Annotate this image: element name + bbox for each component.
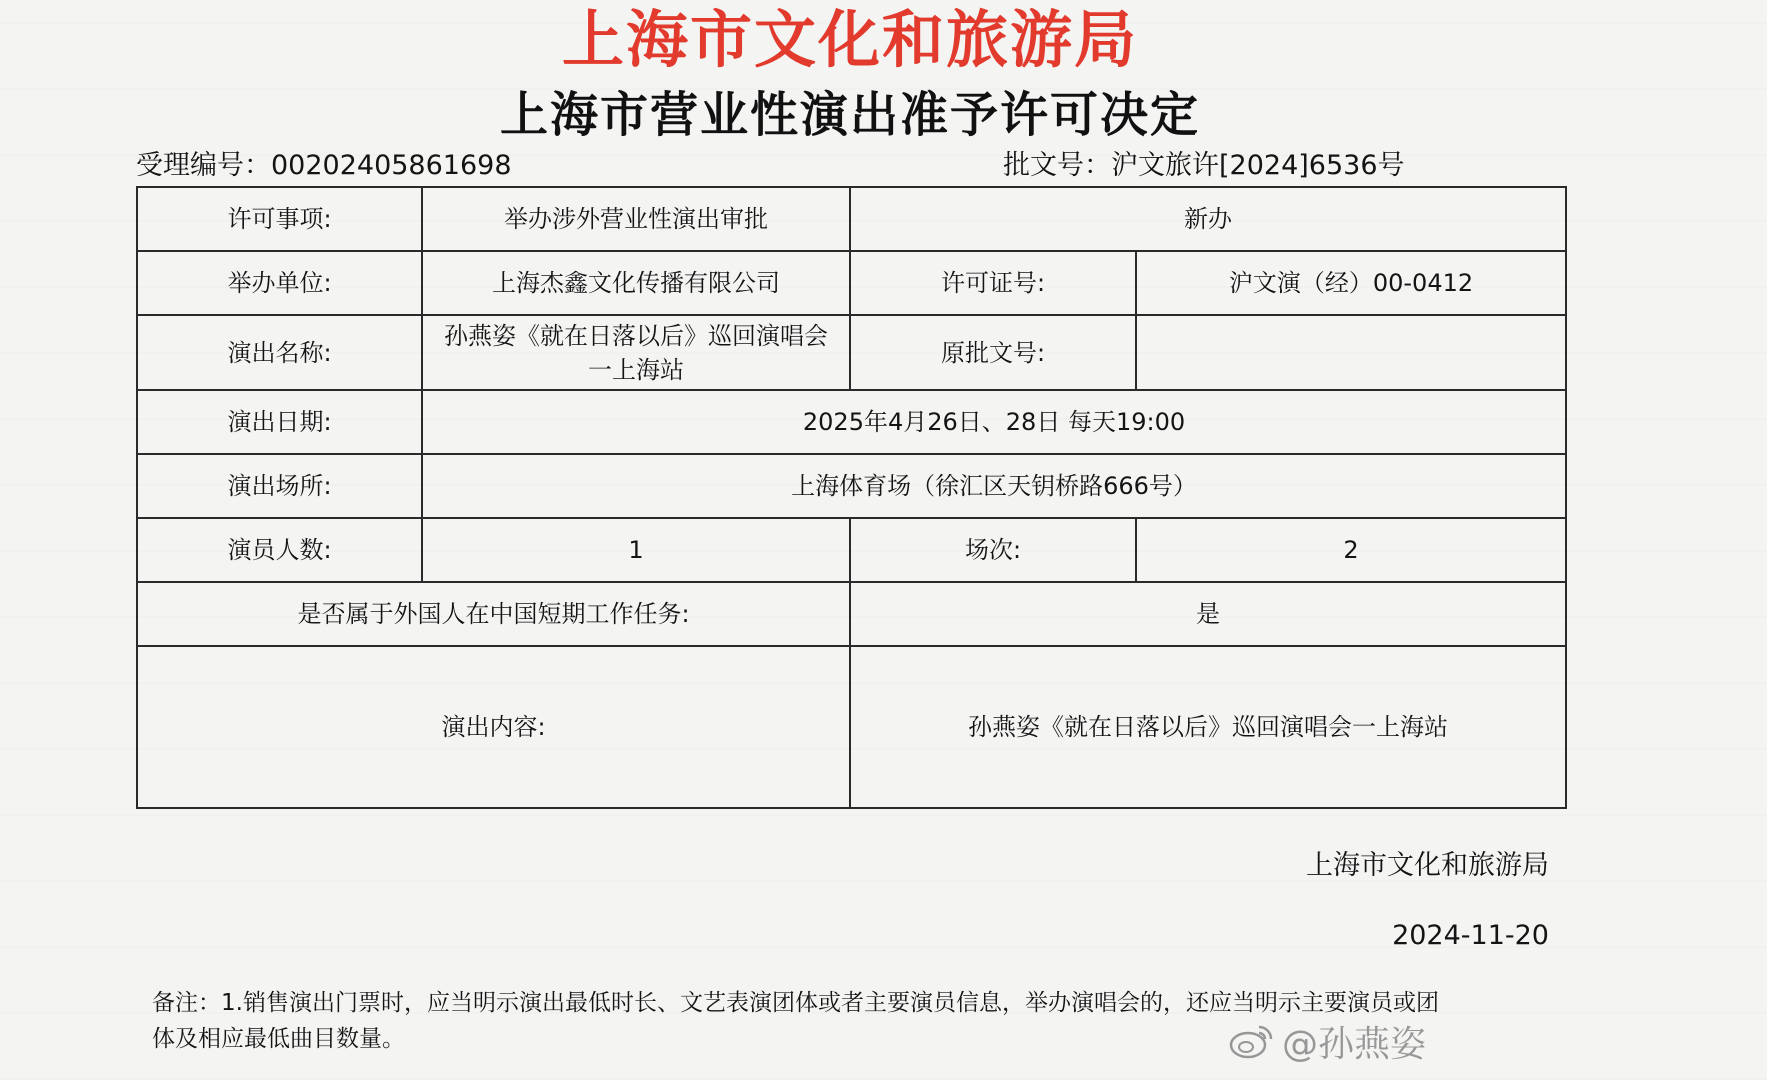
agency-title: 上海市文化和旅游局 bbox=[561, 3, 1138, 76]
weibo-icon bbox=[1228, 1021, 1274, 1061]
table-row bbox=[137, 518, 1566, 582]
orig-approval-label: 原批文号: bbox=[850, 315, 1136, 390]
license-no-label: 许可证号: bbox=[850, 251, 1136, 315]
content-value: 孙燕姿《就在日落以后》巡回演唱会一上海站 bbox=[850, 646, 1566, 808]
show-name-value bbox=[422, 315, 850, 390]
table-row bbox=[137, 454, 1566, 518]
date-label: 演出日期: bbox=[137, 390, 422, 454]
venue-label: 演出场所: bbox=[137, 454, 422, 518]
sessions-value: 2 bbox=[1136, 518, 1566, 582]
permit-item-label: 许可事项: bbox=[137, 187, 422, 251]
issuer-name: 上海市文化和旅游局 bbox=[1306, 850, 1549, 881]
show-name-line2: 一上海站 bbox=[588, 355, 684, 384]
watermark-text: @孙燕姿 bbox=[1282, 1023, 1427, 1065]
permit-table bbox=[136, 186, 1567, 809]
sessions-label: 场次: bbox=[850, 518, 1136, 582]
remark-line1: 备注：1.销售演出门票时，应当明示演出最低时长、文艺表演团体或者主要演员信息，举办演唱会的，还应当明示主要演员或团 bbox=[152, 990, 1439, 1016]
watermark-fade bbox=[1430, 1016, 1760, 1066]
approval-number: 批文号：沪文旅许[2024]6536号 bbox=[1003, 150, 1405, 181]
table-row bbox=[137, 315, 1566, 390]
table-row bbox=[137, 187, 1566, 251]
table-row bbox=[137, 646, 1566, 808]
acceptance-number: 受理编号：00202405861698 bbox=[136, 150, 512, 181]
document-title: 上海市营业性演出准予许可决定 bbox=[499, 87, 1200, 143]
content-label: 演出内容: bbox=[137, 646, 850, 808]
show-name-line1: 孙燕姿《就在日落以后》巡回演唱会 bbox=[444, 321, 828, 350]
foreign-work-label: 是否属于外国人在中国短期工作任务: bbox=[137, 582, 850, 646]
permit-item-value: 举办涉外营业性演出审批 bbox=[422, 187, 850, 251]
permit-type-value: 新办 bbox=[850, 187, 1566, 251]
performers-value: 1 bbox=[422, 518, 850, 582]
organizer-label: 举办单位: bbox=[137, 251, 422, 315]
venue-value: 上海体育场（徐汇区天钥桥路666号） bbox=[422, 454, 1566, 518]
remark-line2: 体及相应最低曲目数量。 bbox=[152, 1026, 405, 1052]
orig-approval-value bbox=[1136, 315, 1566, 390]
license-no-value: 沪文演（经）00-0412 bbox=[1136, 251, 1566, 315]
table-row bbox=[137, 390, 1566, 454]
date-value: 2025年4月26日、28日 每天19:00 bbox=[422, 390, 1566, 454]
organizer-value: 上海杰鑫文化传播有限公司 bbox=[422, 251, 850, 315]
issue-date: 2024-11-20 bbox=[1392, 920, 1549, 951]
table-row bbox=[137, 251, 1566, 315]
performers-label: 演员人数: bbox=[137, 518, 422, 582]
table-row bbox=[137, 582, 1566, 646]
show-name-label: 演出名称: bbox=[137, 315, 422, 390]
foreign-work-value: 是 bbox=[850, 582, 1566, 646]
